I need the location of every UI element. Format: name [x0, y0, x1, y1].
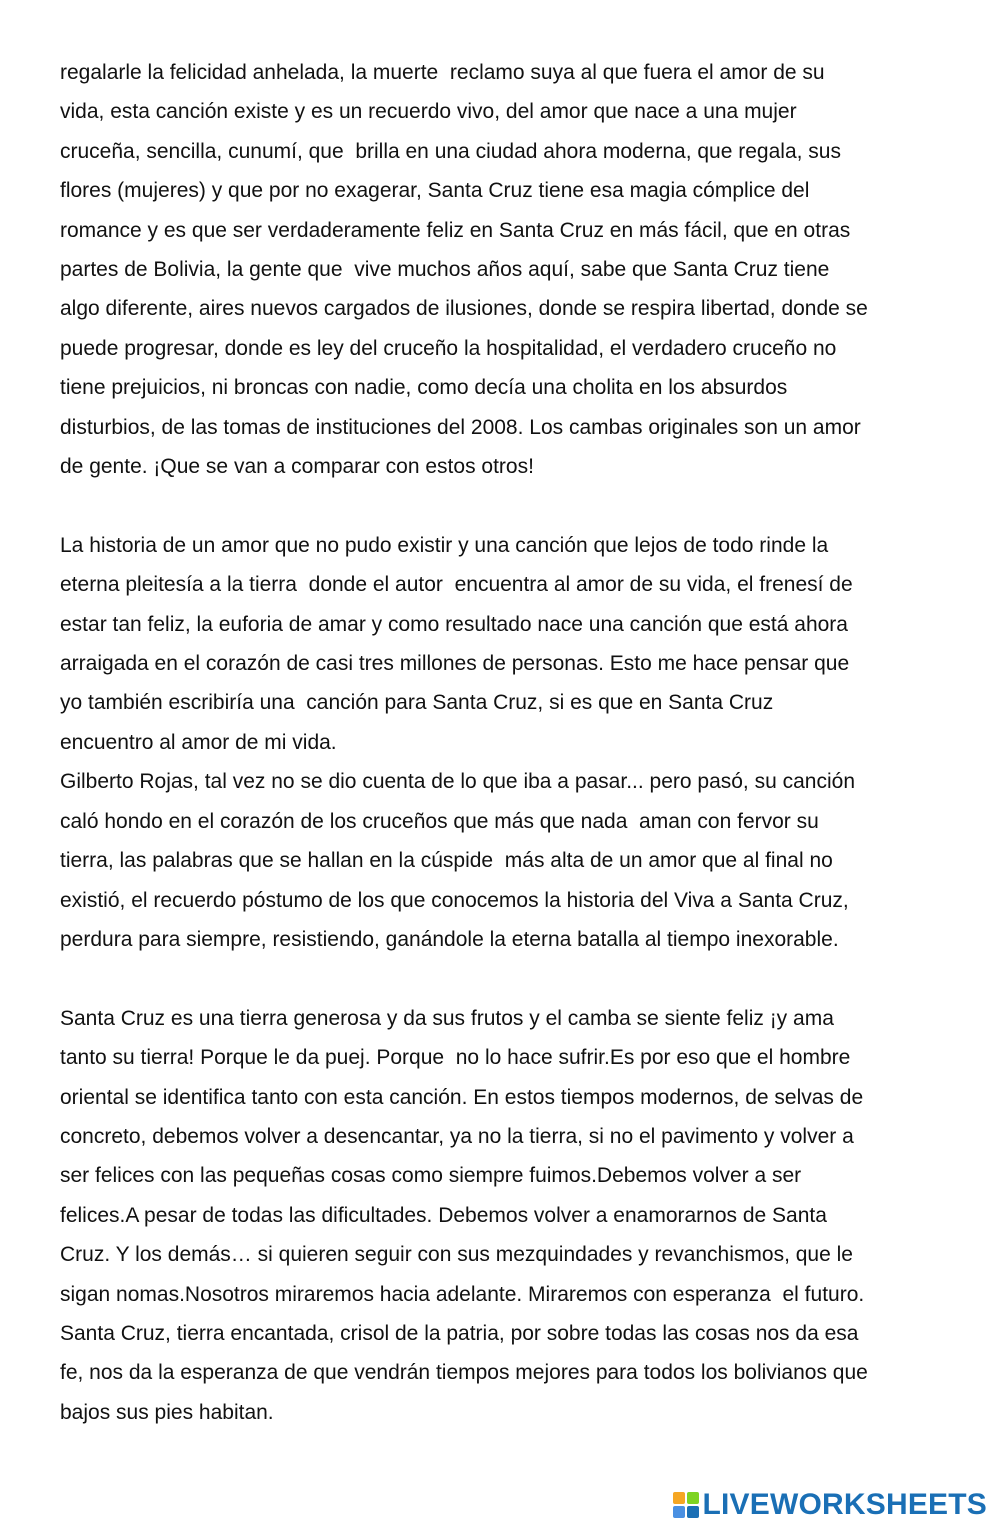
text-line: estar tan feliz, la euforia de amar y como resultado nace una canción que está ahora [60, 612, 848, 636]
paragraph-1 [60, 53, 945, 486]
text-line: caló hondo en el corazón de los cruceños que más que nada aman con fervor su [60, 809, 819, 833]
text-line: encuentro al amor de mi vida. [60, 730, 337, 754]
text-line: eterna pleitesía a la tierra donde el autor encuentra al amor de su vida, el frenesí de [60, 573, 853, 597]
paragraph-spacer [60, 959, 945, 998]
paragraph-2 [60, 526, 945, 762]
text-line: disturbios, de las tomas de instituciones del 2008. Los cambas originales son un amor [60, 415, 861, 439]
text-line: concreto, debemos volver a desencantar, ya no la tierra, si no el pavimento y volver a [60, 1124, 854, 1148]
text-line: romance y es que ser verdaderamente feliz en Santa Cruz en más fácil, que en otras [60, 218, 851, 242]
document-body [60, 53, 945, 1432]
text-line: flores (mujeres) y que por no exagerar, Santa Cruz tiene esa magia cómplice del [60, 179, 810, 203]
text-line: existió, el recuerdo póstumo de los que conocemos la historia del Viva a Santa Cruz, [60, 888, 849, 912]
text-line: de gente. ¡Que se van a comparar con estos otros! [60, 455, 534, 479]
paragraph-4 [60, 999, 945, 1432]
text-line: Santa Cruz, tierra encantada, crisol de la patria, por sobre todas las cosas nos da esa [60, 1321, 859, 1345]
text-line: ser felices con las pequeñas cosas como siempre fuimos.Debemos volver a ser [60, 1164, 802, 1188]
paragraph-3 [60, 762, 945, 959]
text-line: Cruz. Y los demás… si quieren seguir con sus mezquindades y revanchismos, que le [60, 1243, 853, 1267]
text-line: vida, esta canción existe y es un recuerdo vivo, del amor que nace a una mujer [60, 100, 797, 124]
text-line: Gilberto Rojas, tal vez no se dio cuenta de lo que iba a pasar... pero pasó, su canción [60, 770, 855, 794]
text-line: algo diferente, aires nuevos cargados de ilusiones, donde se respira libertad, donde se [60, 297, 868, 321]
text-line: fe, nos da la esperanza de que vendrán tiempos mejores para todos los bolivianos que [60, 1361, 868, 1385]
liveworksheets-logo[interactable] [673, 1488, 988, 1522]
text-line: felices.A pesar de todas las dificultades. Debemos volver a enamorarnos de Santa [60, 1203, 827, 1227]
text-line: bajos sus pies habitan. [60, 1400, 274, 1424]
text-line: puede progresar, donde es ley del cruceño la hospitalidad, el verdadero cruceño no [60, 336, 837, 360]
text-line: partes de Bolivia, la gente que vive muchos años aquí, sabe que Santa Cruz tiene [60, 258, 830, 282]
text-line: yo también escribiría una canción para Santa Cruz, si es que en Santa Cruz [60, 691, 774, 715]
text-line: Santa Cruz es una tierra generosa y da sus frutos y el camba se siente feliz ¡y ama [60, 1006, 834, 1030]
text-line: tiene prejuicios, ni broncas con nadie, como decía una cholita en los absurdos [60, 376, 788, 400]
text-line: tierra, las palabras que se hallan en la cúspide más alta de un amor que al final no [60, 849, 833, 873]
liveworksheets-logo-icon [673, 1492, 699, 1518]
text-line: La historia de un amor que no pudo existir y una canción que lejos de todo rinde la [60, 533, 829, 557]
text-line: regalarle la felicidad anhelada, la muerte reclamo suya al que fuera el amor de su [60, 61, 825, 84]
text-line: sigan nomas.Nosotros miraremos hacia adelante. Miraremos con esperanza el futuro. [60, 1282, 865, 1306]
text-line: tanto su tierra! Porque le da puej. Porque no lo hace sufrir.Es por eso que el hombre [60, 1046, 851, 1070]
text-line: perdura para siempre, resistiendo, ganándole la eterna batalla al tiempo inexorable. [60, 927, 839, 951]
text-line: cruceña, sencilla, cunumí, que brilla en una ciudad ahora moderna, que regala, sus [60, 139, 841, 163]
text-line: oriental se identifica tanto con esta canción. En estos tiempos modernos, de selvas de [60, 1085, 864, 1109]
paragraph-spacer [60, 486, 945, 525]
text-line: arraigada en el corazón de casi tres millones de personas. Esto me hace pensar que [60, 652, 850, 676]
brand-name: LIVEWORKSHEETS [702, 1488, 987, 1521]
